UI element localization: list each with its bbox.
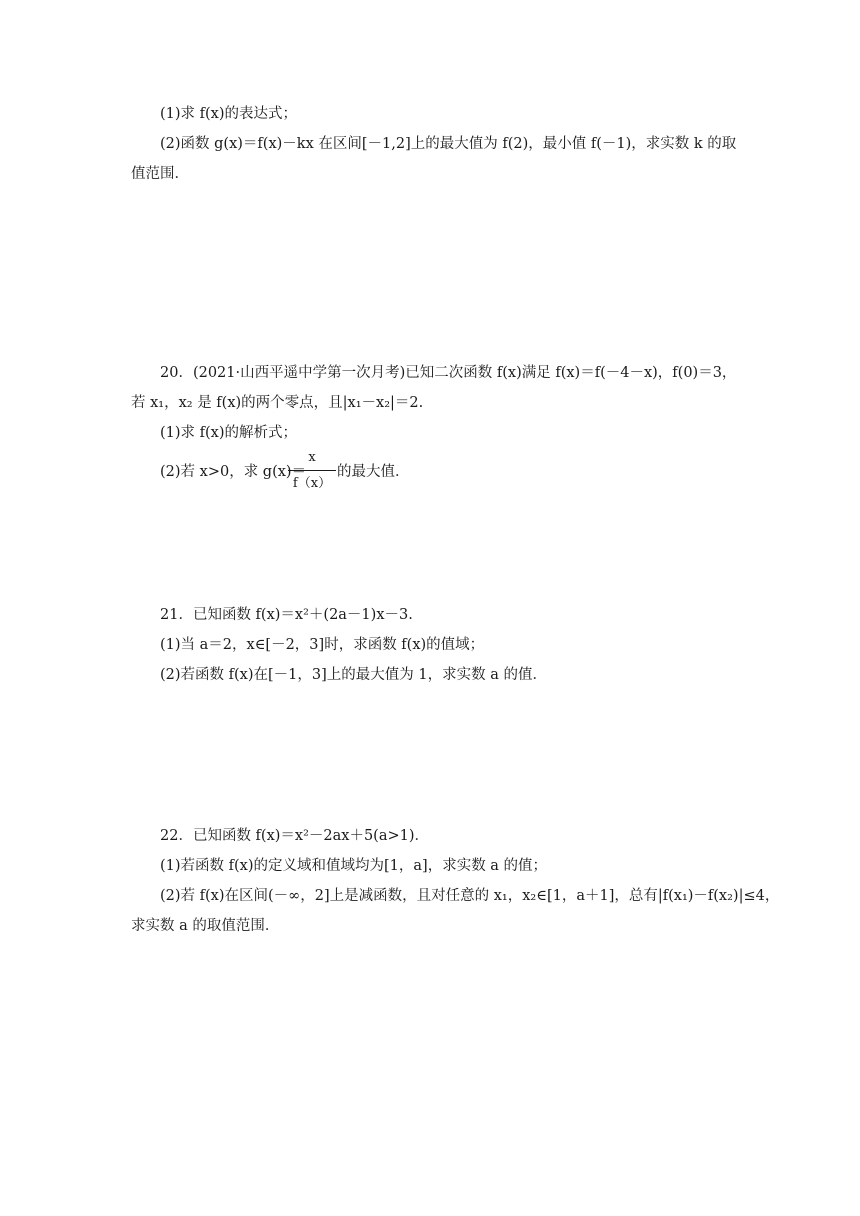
q22-part1: (1)若函数 f(x)的定义域和值域均为[1，a]，求实数 a 的值；: [160, 858, 548, 874]
q20-part2-prefix: (2)若 x>0，求 g(x)＝: [160, 464, 307, 480]
q19-part2-line2: 值范围．: [131, 166, 189, 182]
q20-fraction-bar: [288, 470, 336, 471]
q20-fraction-denominator: f（x）: [292, 476, 332, 491]
q20-fraction-numerator: x: [308, 450, 316, 465]
q21-part1: (1)当 a＝2，x∈[－2，3]时，求函数 f(x)的值域；: [160, 637, 485, 653]
q19-part1: (1)求 f(x)的表达式；: [160, 106, 298, 122]
q20-stem-line2: 若 x₁，x₂ 是 f(x)的两个零点，且|x₁－x₂|＝2.: [131, 395, 424, 411]
q19-part2-line1: (2)函数 g(x)＝f(x)－kx 在区间[－1,2]上的最大值为 f(2)，最小值 f(－1)，求实数 k 的取: [160, 136, 737, 152]
q22-stem: 22．已知函数 f(x)＝x²－2ax＋5(a>1)．: [160, 828, 430, 844]
q20-stem-line1: 20．(2021·山西平遥中学第一次月考)已知二次函数 f(x)满足 f(x)＝f(－4－x)，f(0)＝3，: [160, 365, 737, 381]
q22-part2-line1: (2)若 f(x)在区间(－∞，2]上是减函数，且对任意的 x₁，x₂∈[1，a＋1]，总有|f(x₁)－f(x₂)|≤4，: [160, 888, 780, 904]
q20-fraction: [288, 450, 336, 494]
q22-part2-line2: 求实数 a 的取值范围．: [131, 918, 280, 934]
q21-stem: 21．已知函数 f(x)＝x²＋(2a－1)x－3.: [160, 607, 413, 623]
q20-part1: (1)求 f(x)的解析式；: [160, 425, 298, 441]
q20-part2-suffix: 的最大值．: [337, 464, 410, 480]
q21-part2: (2)若函数 f(x)在[－1，3]上的最大值为 1，求实数 a 的值．: [160, 667, 547, 683]
